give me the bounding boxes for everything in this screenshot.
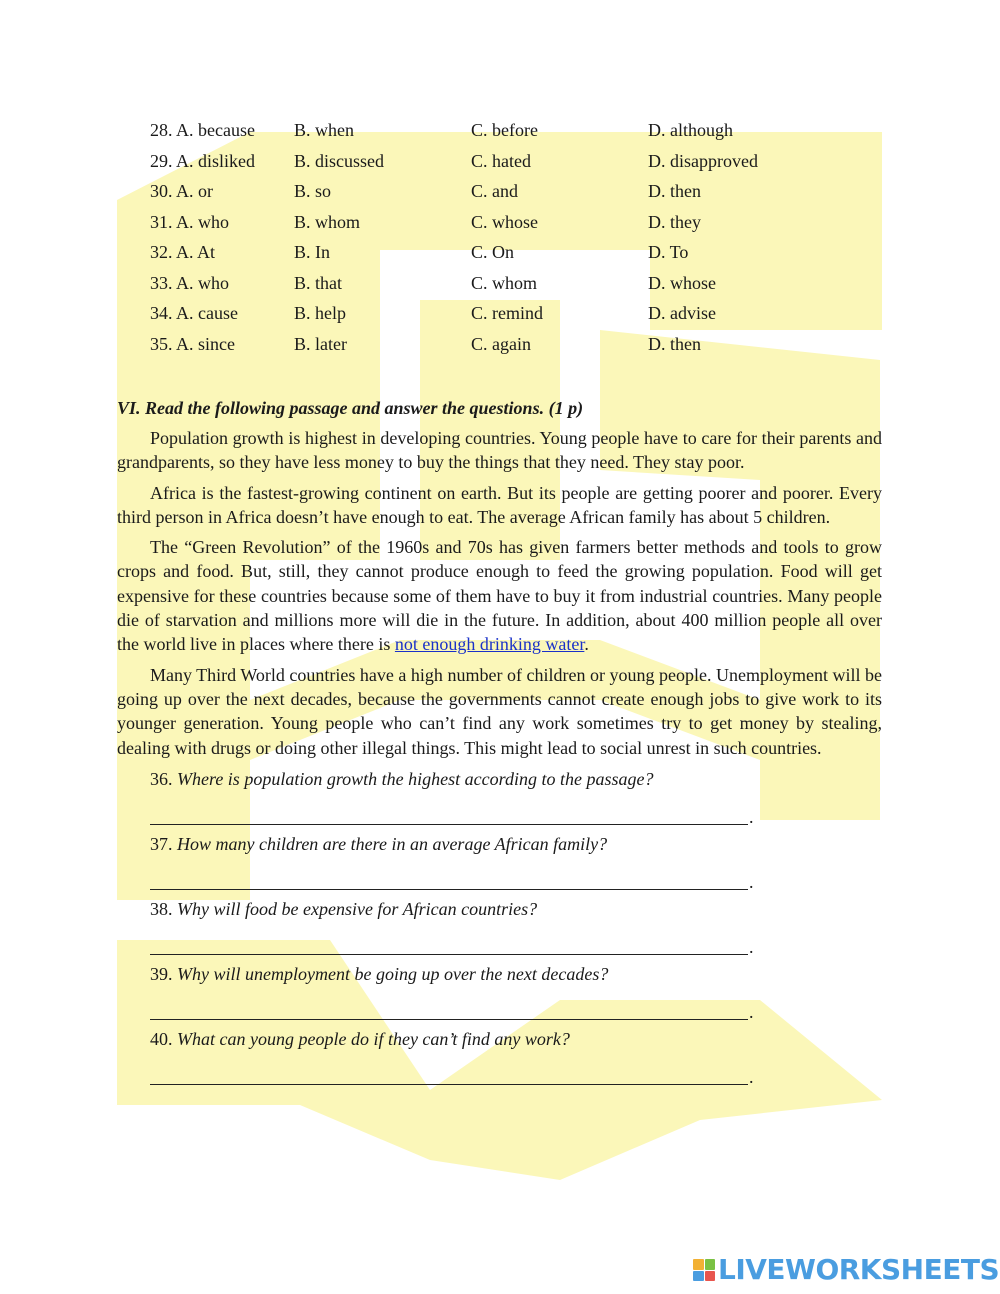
answer-input-40[interactable] <box>150 1068 748 1085</box>
question-block <box>117 897 882 955</box>
option-c: C. remind <box>471 303 543 323</box>
question-block <box>117 962 882 1020</box>
answer-blank[interactable] <box>150 1065 882 1085</box>
passage-paragraph: Many Third World countries have a high number of children or young people. Unemployment will be going up over the next decades, because the governments cannot create enough jobs to give work to its younger generation. Young people who can’t find any work sometimes try to get money by stealing, dealing with drugs or doing other illegal things. This might lead to social unrest in such countries. <box>117 664 882 758</box>
answer-blank[interactable] <box>150 1000 882 1020</box>
question-number: 38. <box>150 898 173 919</box>
option-c: C. On <box>471 242 515 262</box>
answer-input-36[interactable] <box>150 808 748 825</box>
question-number: 39. <box>150 963 173 984</box>
option-d: D. then <box>648 333 701 354</box>
mcq-row <box>117 147 882 178</box>
option-b: B. help <box>294 303 346 323</box>
option-a: 30. A. or <box>150 181 213 201</box>
option-b: B. when <box>294 120 354 140</box>
mcq-row <box>117 299 882 330</box>
option-d: D. whose <box>648 272 716 293</box>
answer-end: . <box>749 1001 754 1022</box>
option-a: 33. A. who <box>150 272 230 293</box>
worksheet-content <box>117 116 882 1085</box>
period: . <box>584 634 589 655</box>
answer-blank[interactable] <box>150 870 882 890</box>
answer-blank[interactable] <box>150 935 882 955</box>
question-text: How many children are there in an average African family? <box>177 833 608 854</box>
section-title: VI. Read the following passage and answer the questions. (1 p) <box>117 398 584 418</box>
option-a: 31. A. who <box>150 211 230 232</box>
mcq-row <box>117 269 882 300</box>
drinking-water-link[interactable]: not enough drinking water <box>394 634 585 655</box>
answer-input-39[interactable] <box>150 1003 748 1020</box>
question-number: 36. <box>150 768 173 789</box>
answer-blank[interactable] <box>150 805 882 825</box>
liveworksheets-logo[interactable] <box>693 1255 999 1285</box>
answer-end: . <box>749 806 754 827</box>
answer-end: . <box>749 936 754 957</box>
option-c: C. and <box>471 181 518 201</box>
answer-input-38[interactable] <box>150 938 748 955</box>
question-number: 40. <box>150 1028 173 1049</box>
option-c: C. again <box>471 333 531 354</box>
mcq-row <box>117 208 882 239</box>
option-d: D. they <box>648 211 701 232</box>
question-block <box>117 767 882 825</box>
option-b: B. discussed <box>294 150 384 171</box>
brand-name: LIVEWORKSHEETS <box>718 1253 1000 1286</box>
option-c: C. hated <box>471 150 531 171</box>
liveworksheets-logo-icon <box>693 1259 715 1281</box>
option-a: 35. A. since <box>150 333 235 354</box>
mcq-row <box>117 330 882 361</box>
passage-paragraph: Population growth is highest in developing countries. Young people have to care for their parents and grandparents, so they have less money to buy the things that they need. They stay poor. <box>117 428 882 473</box>
option-b: B. so <box>294 181 332 201</box>
option-b: B. later <box>294 333 347 354</box>
question <box>117 1027 882 1051</box>
question-text: Where is population growth the highest according to the passage? <box>177 768 654 789</box>
option-d: D. advise <box>648 303 716 323</box>
question-text: Why will food be expensive for African countries? <box>177 898 538 919</box>
question <box>117 962 882 986</box>
question <box>117 897 882 921</box>
answer-end: . <box>749 871 754 892</box>
option-d: D. To <box>648 242 689 262</box>
passage-paragraph <box>117 535 882 656</box>
option-b: B. whom <box>294 211 361 232</box>
mcq-row <box>117 177 882 208</box>
mcq-row <box>117 116 882 147</box>
question-text: Why will unemployment be going up over the next decades? <box>177 963 609 984</box>
answer-end: . <box>749 1066 754 1087</box>
mcq-row <box>117 238 882 269</box>
option-b: B. that <box>294 272 342 293</box>
mcq-options-table <box>117 116 882 360</box>
option-c: C. whom <box>471 272 538 293</box>
option-c: C. before <box>471 120 538 140</box>
question-block <box>117 832 882 890</box>
passage-text: The “Green Revolution” of the 1960s and 70s has given farmers better methods and tools to grow crops and food. But, still, they cannot produce enough to feed the growing population. Food will get expensive for these countries because some of them have to buy it from industrial countries. Many people die of starvation and millions more will die in the future. In addition, about 400 million people all over the world live in places where there is <box>117 537 882 655</box>
option-d: D. then <box>648 181 701 201</box>
question <box>117 832 882 856</box>
answer-input-37[interactable] <box>150 873 748 890</box>
option-c: C. whose <box>471 211 538 232</box>
question-number: 37. <box>150 833 173 854</box>
question-block <box>117 1027 882 1085</box>
option-d: D. disapproved <box>648 150 758 171</box>
option-a: 32. A. At <box>150 242 216 262</box>
option-a: 29. A. disliked <box>150 150 256 171</box>
question <box>117 767 882 791</box>
option-a: 34. A. cause <box>150 303 238 323</box>
option-d: D. although <box>648 120 733 140</box>
option-a: 28. A. because <box>150 120 255 140</box>
option-b: B. In <box>294 242 330 262</box>
passage-paragraph: Africa is the fastest-growing continent on earth. But its people are getting poorer and poorer. Every third person in Africa doesn’t have enough to eat. The average African family has about 5 children. <box>117 482 882 527</box>
question-text: What can young people do if they can’t find any work? <box>177 1028 570 1049</box>
